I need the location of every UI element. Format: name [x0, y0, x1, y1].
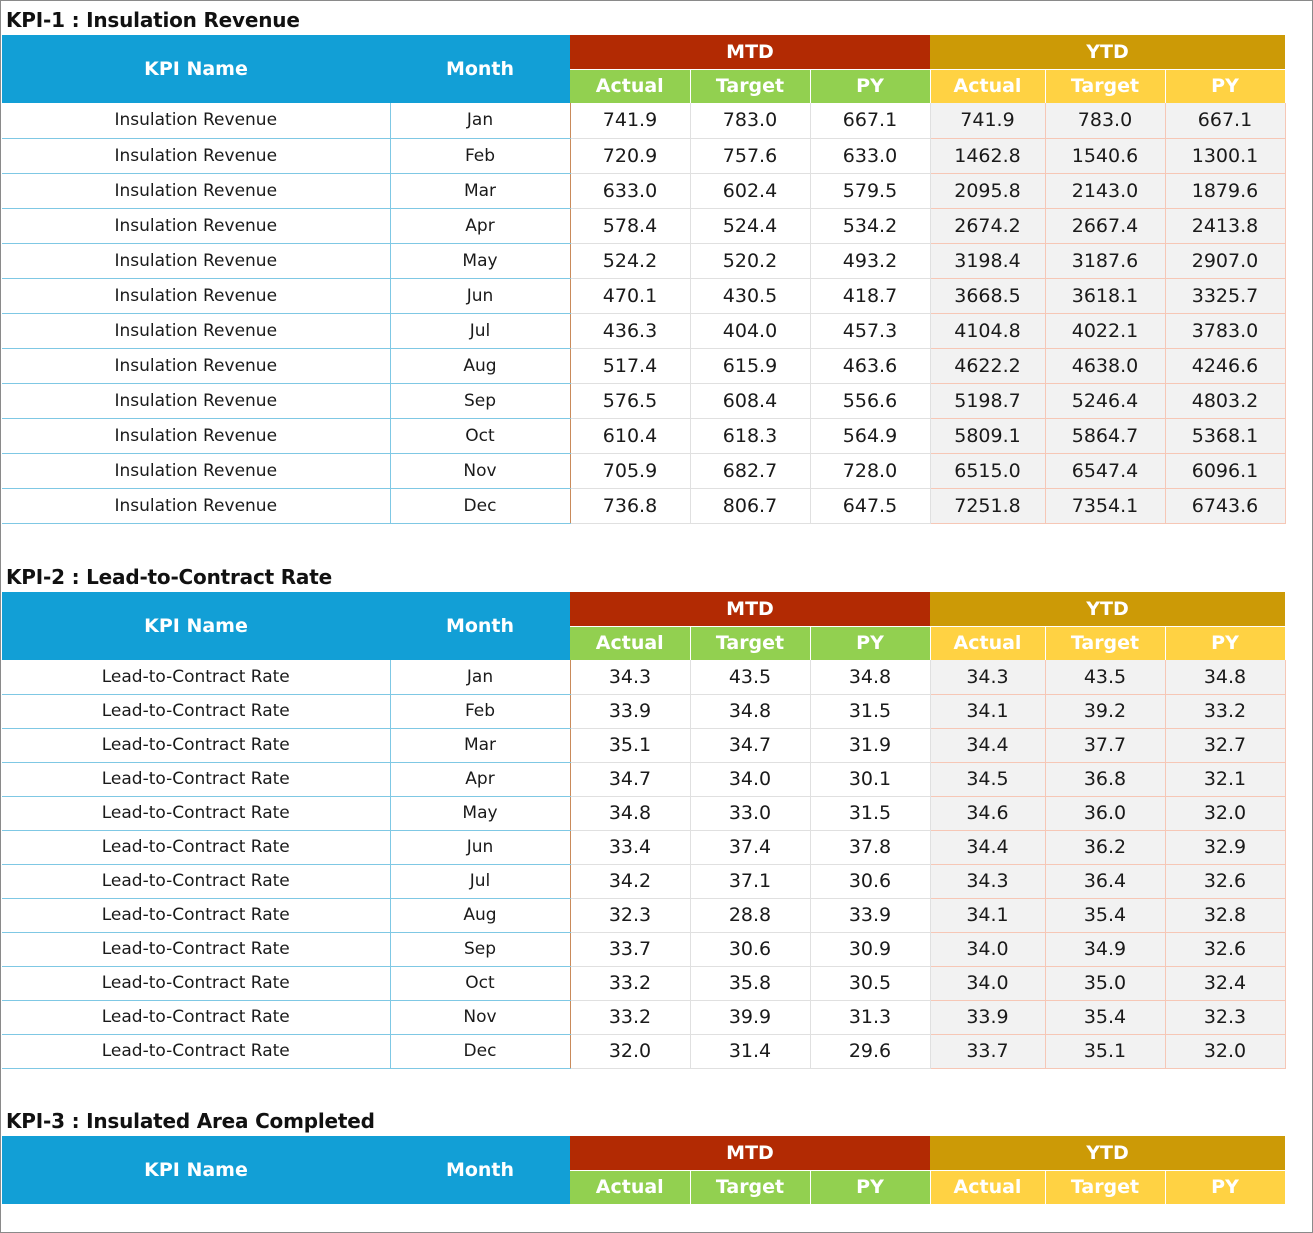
- mtd-py-cell: 37.8: [810, 830, 930, 864]
- ytd-target-cell: 783.0: [1045, 103, 1165, 138]
- mtd-py-cell: 728.0: [810, 453, 930, 488]
- month-cell: Sep: [390, 383, 570, 418]
- ytd-target-header: Target: [1045, 626, 1165, 660]
- mtd-py-cell: 457.3: [810, 313, 930, 348]
- kpi-name-cell: Insulation Revenue: [2, 243, 390, 278]
- ytd-target-cell: 36.8: [1045, 762, 1165, 796]
- ytd-py-cell: 6743.6: [1165, 488, 1285, 523]
- table-row: [2, 966, 1285, 1000]
- mtd-py-cell: 33.9: [810, 898, 930, 932]
- table-row: [2, 313, 1285, 348]
- month-cell: Aug: [390, 348, 570, 383]
- mtd-header: MTD: [570, 592, 930, 626]
- ytd-header: YTD: [930, 1136, 1285, 1170]
- mtd-actual-header: Actual: [570, 1170, 690, 1204]
- mtd-actual-cell: 32.0: [570, 1034, 690, 1068]
- kpi-name-cell: Lead-to-Contract Rate: [2, 762, 390, 796]
- month-cell: Jan: [390, 660, 570, 694]
- ytd-actual-cell: 3668.5: [930, 278, 1045, 313]
- kpi-name-header: KPI Name: [2, 1136, 390, 1204]
- kpi-name-cell: Insulation Revenue: [2, 383, 390, 418]
- kpi-name-cell: Insulation Revenue: [2, 488, 390, 523]
- ytd-actual-cell: 741.9: [930, 103, 1045, 138]
- ytd-py-cell: 4803.2: [1165, 383, 1285, 418]
- ytd-target-cell: 7354.1: [1045, 488, 1165, 523]
- table-row: [2, 864, 1285, 898]
- mtd-actual-cell: 33.2: [570, 966, 690, 1000]
- kpi-name-cell: Insulation Revenue: [2, 418, 390, 453]
- mtd-target-cell: 35.8: [690, 966, 810, 1000]
- ytd-actual-header: Actual: [930, 69, 1045, 103]
- ytd-actual-cell: 5198.7: [930, 383, 1045, 418]
- mtd-target-cell: 608.4: [690, 383, 810, 418]
- ytd-actual-cell: 33.9: [930, 1000, 1045, 1034]
- mtd-py-cell: 534.2: [810, 208, 930, 243]
- month-cell: Sep: [390, 932, 570, 966]
- ytd-target-cell: 5246.4: [1045, 383, 1165, 418]
- ytd-target-cell: 3187.6: [1045, 243, 1165, 278]
- table-row: [2, 694, 1285, 728]
- table-row: [2, 103, 1285, 138]
- table-row: [2, 173, 1285, 208]
- table-row: [2, 208, 1285, 243]
- ytd-actual-cell: 34.0: [930, 966, 1045, 1000]
- ytd-target-header: Target: [1045, 69, 1165, 103]
- month-cell: Apr: [390, 208, 570, 243]
- month-cell: May: [390, 243, 570, 278]
- ytd-target-cell: 35.0: [1045, 966, 1165, 1000]
- table-row: [2, 383, 1285, 418]
- ytd-py-cell: 32.0: [1165, 796, 1285, 830]
- ytd-actual-header: Actual: [930, 1170, 1045, 1204]
- kpi-name-cell: Insulation Revenue: [2, 103, 390, 138]
- table-row: [2, 278, 1285, 313]
- mtd-actual-cell: 470.1: [570, 278, 690, 313]
- header-row: [2, 35, 1285, 69]
- ytd-actual-cell: 34.3: [930, 660, 1045, 694]
- mtd-actual-header: Actual: [570, 626, 690, 660]
- kpi-title: KPI-3 : Insulated Area Completed: [6, 1109, 375, 1133]
- kpi-name-cell: Lead-to-Contract Rate: [2, 660, 390, 694]
- kpi-name-cell: Lead-to-Contract Rate: [2, 1034, 390, 1068]
- mtd-target-cell: 34.8: [690, 694, 810, 728]
- ytd-py-cell: 32.4: [1165, 966, 1285, 1000]
- table-row: [2, 830, 1285, 864]
- month-cell: Dec: [390, 1034, 570, 1068]
- ytd-py-cell: 32.0: [1165, 1034, 1285, 1068]
- ytd-actual-cell: 34.1: [930, 898, 1045, 932]
- ytd-actual-cell: 34.4: [930, 728, 1045, 762]
- table-row: [2, 762, 1285, 796]
- kpi-name-cell: Lead-to-Contract Rate: [2, 796, 390, 830]
- ytd-actual-cell: 3198.4: [930, 243, 1045, 278]
- mtd-py-cell: 34.8: [810, 660, 930, 694]
- ytd-target-cell: 3618.1: [1045, 278, 1165, 313]
- table-row: [2, 243, 1285, 278]
- ytd-target-cell: 2143.0: [1045, 173, 1165, 208]
- ytd-py-header: PY: [1165, 1170, 1285, 1204]
- ytd-py-cell: 32.9: [1165, 830, 1285, 864]
- month-cell: Oct: [390, 966, 570, 1000]
- table-row: [2, 453, 1285, 488]
- mtd-actual-cell: 33.7: [570, 932, 690, 966]
- mtd-target-cell: 757.6: [690, 138, 810, 173]
- mtd-target-cell: 31.4: [690, 1034, 810, 1068]
- kpi-name-cell: Insulation Revenue: [2, 278, 390, 313]
- table-row: [2, 660, 1285, 694]
- kpi-name-header: KPI Name: [2, 592, 390, 660]
- kpi-table: [2, 592, 1286, 1069]
- kpi-name-cell: Lead-to-Contract Rate: [2, 1000, 390, 1034]
- mtd-py-cell: 30.1: [810, 762, 930, 796]
- mtd-target-cell: 37.4: [690, 830, 810, 864]
- mtd-actual-cell: 32.3: [570, 898, 690, 932]
- ytd-py-cell: 32.6: [1165, 864, 1285, 898]
- ytd-py-header: PY: [1165, 626, 1285, 660]
- mtd-actual-cell: 33.2: [570, 1000, 690, 1034]
- month-cell: Mar: [390, 173, 570, 208]
- kpi-name-cell: Insulation Revenue: [2, 138, 390, 173]
- ytd-target-cell: 2667.4: [1045, 208, 1165, 243]
- kpi-name-header: KPI Name: [2, 35, 390, 103]
- ytd-actual-cell: 2674.2: [930, 208, 1045, 243]
- ytd-target-cell: 35.1: [1045, 1034, 1165, 1068]
- mtd-actual-cell: 524.2: [570, 243, 690, 278]
- mtd-target-cell: 404.0: [690, 313, 810, 348]
- ytd-actual-cell: 4622.2: [930, 348, 1045, 383]
- month-cell: Feb: [390, 694, 570, 728]
- month-header: Month: [390, 1136, 570, 1204]
- kpi-name-cell: Lead-to-Contract Rate: [2, 830, 390, 864]
- mtd-actual-cell: 517.4: [570, 348, 690, 383]
- mtd-target-cell: 783.0: [690, 103, 810, 138]
- ytd-py-cell: 4246.6: [1165, 348, 1285, 383]
- ytd-actual-cell: 33.7: [930, 1034, 1045, 1068]
- ytd-target-cell: 4022.1: [1045, 313, 1165, 348]
- mtd-target-cell: 806.7: [690, 488, 810, 523]
- month-cell: Aug: [390, 898, 570, 932]
- kpi-name-cell: Insulation Revenue: [2, 313, 390, 348]
- ytd-actual-cell: 6515.0: [930, 453, 1045, 488]
- ytd-py-cell: 5368.1: [1165, 418, 1285, 453]
- kpi-name-cell: Lead-to-Contract Rate: [2, 728, 390, 762]
- ytd-py-cell: 2413.8: [1165, 208, 1285, 243]
- ytd-py-cell: 1879.6: [1165, 173, 1285, 208]
- month-cell: Apr: [390, 762, 570, 796]
- month-cell: Oct: [390, 418, 570, 453]
- mtd-target-cell: 524.4: [690, 208, 810, 243]
- kpi-name-cell: Lead-to-Contract Rate: [2, 966, 390, 1000]
- ytd-target-cell: 5864.7: [1045, 418, 1165, 453]
- mtd-target-cell: 520.2: [690, 243, 810, 278]
- kpi-name-cell: Lead-to-Contract Rate: [2, 864, 390, 898]
- mtd-actual-cell: 436.3: [570, 313, 690, 348]
- mtd-actual-cell: 34.8: [570, 796, 690, 830]
- mtd-py-cell: 31.5: [810, 694, 930, 728]
- month-cell: Jul: [390, 864, 570, 898]
- ytd-py-cell: 32.7: [1165, 728, 1285, 762]
- table-row: [2, 138, 1285, 173]
- mtd-actual-cell: 33.4: [570, 830, 690, 864]
- kpi-title: KPI-1 : Insulation Revenue: [6, 8, 300, 32]
- kpi-name-cell: Insulation Revenue: [2, 453, 390, 488]
- ytd-py-cell: 1300.1: [1165, 138, 1285, 173]
- month-cell: Nov: [390, 453, 570, 488]
- mtd-py-cell: 556.6: [810, 383, 930, 418]
- month-cell: Dec: [390, 488, 570, 523]
- kpi-table: [2, 35, 1286, 524]
- ytd-target-cell: 34.9: [1045, 932, 1165, 966]
- ytd-py-cell: 32.1: [1165, 762, 1285, 796]
- mtd-target-header: Target: [690, 626, 810, 660]
- mtd-target-cell: 430.5: [690, 278, 810, 313]
- mtd-target-cell: 43.5: [690, 660, 810, 694]
- mtd-actual-cell: 633.0: [570, 173, 690, 208]
- mtd-header: MTD: [570, 1136, 930, 1170]
- table-row: [2, 796, 1285, 830]
- ytd-target-cell: 36.0: [1045, 796, 1165, 830]
- kpi-table: [2, 1136, 1286, 1204]
- mtd-target-cell: 37.1: [690, 864, 810, 898]
- table-row: [2, 418, 1285, 453]
- ytd-target-cell: 35.4: [1045, 898, 1165, 932]
- mtd-actual-header: Actual: [570, 69, 690, 103]
- ytd-py-cell: 667.1: [1165, 103, 1285, 138]
- kpi-name-cell: Insulation Revenue: [2, 173, 390, 208]
- month-cell: May: [390, 796, 570, 830]
- mtd-py-cell: 30.6: [810, 864, 930, 898]
- ytd-actual-cell: 7251.8: [930, 488, 1045, 523]
- ytd-target-cell: 43.5: [1045, 660, 1165, 694]
- table-row: [2, 488, 1285, 523]
- month-header: Month: [390, 35, 570, 103]
- ytd-py-cell: 34.8: [1165, 660, 1285, 694]
- ytd-header: YTD: [930, 592, 1285, 626]
- mtd-target-cell: 34.0: [690, 762, 810, 796]
- ytd-actual-cell: 2095.8: [930, 173, 1045, 208]
- mtd-target-header: Target: [690, 69, 810, 103]
- mtd-py-header: PY: [810, 69, 930, 103]
- mtd-actual-cell: 34.2: [570, 864, 690, 898]
- kpi-title: KPI-2 : Lead-to-Contract Rate: [6, 565, 332, 589]
- ytd-actual-header: Actual: [930, 626, 1045, 660]
- mtd-target-cell: 602.4: [690, 173, 810, 208]
- ytd-py-header: PY: [1165, 69, 1285, 103]
- mtd-target-cell: 618.3: [690, 418, 810, 453]
- mtd-py-cell: 564.9: [810, 418, 930, 453]
- month-cell: Jun: [390, 830, 570, 864]
- table-row: [2, 1034, 1285, 1068]
- mtd-target-cell: 615.9: [690, 348, 810, 383]
- header-row: [2, 592, 1285, 626]
- mtd-py-cell: 29.6: [810, 1034, 930, 1068]
- mtd-py-cell: 463.6: [810, 348, 930, 383]
- ytd-py-cell: 6096.1: [1165, 453, 1285, 488]
- mtd-py-cell: 633.0: [810, 138, 930, 173]
- mtd-actual-cell: 34.3: [570, 660, 690, 694]
- mtd-py-header: PY: [810, 626, 930, 660]
- mtd-actual-cell: 705.9: [570, 453, 690, 488]
- mtd-actual-cell: 34.7: [570, 762, 690, 796]
- month-cell: Nov: [390, 1000, 570, 1034]
- ytd-actual-cell: 34.0: [930, 932, 1045, 966]
- table-row: [2, 728, 1285, 762]
- month-cell: Jul: [390, 313, 570, 348]
- ytd-target-cell: 35.4: [1045, 1000, 1165, 1034]
- kpi-name-cell: Insulation Revenue: [2, 348, 390, 383]
- mtd-target-cell: 30.6: [690, 932, 810, 966]
- ytd-actual-cell: 34.5: [930, 762, 1045, 796]
- header-row: [2, 1136, 1285, 1170]
- ytd-py-cell: 2907.0: [1165, 243, 1285, 278]
- mtd-actual-cell: 576.5: [570, 383, 690, 418]
- mtd-target-cell: 39.9: [690, 1000, 810, 1034]
- kpi-name-cell: Insulation Revenue: [2, 208, 390, 243]
- mtd-py-cell: 493.2: [810, 243, 930, 278]
- table-row: [2, 932, 1285, 966]
- mtd-py-cell: 647.5: [810, 488, 930, 523]
- ytd-target-cell: 36.2: [1045, 830, 1165, 864]
- mtd-py-cell: 30.5: [810, 966, 930, 1000]
- ytd-py-cell: 32.8: [1165, 898, 1285, 932]
- mtd-py-cell: 579.5: [810, 173, 930, 208]
- month-cell: Feb: [390, 138, 570, 173]
- ytd-actual-cell: 4104.8: [930, 313, 1045, 348]
- ytd-actual-cell: 34.6: [930, 796, 1045, 830]
- mtd-actual-cell: 736.8: [570, 488, 690, 523]
- mtd-actual-cell: 741.9: [570, 103, 690, 138]
- month-cell: Jun: [390, 278, 570, 313]
- kpi-name-cell: Lead-to-Contract Rate: [2, 932, 390, 966]
- mtd-py-cell: 418.7: [810, 278, 930, 313]
- mtd-py-cell: 31.3: [810, 1000, 930, 1034]
- ytd-header: YTD: [930, 35, 1285, 69]
- ytd-py-cell: 32.6: [1165, 932, 1285, 966]
- ytd-py-cell: 33.2: [1165, 694, 1285, 728]
- mtd-actual-cell: 610.4: [570, 418, 690, 453]
- mtd-target-cell: 34.7: [690, 728, 810, 762]
- table-row: [2, 1000, 1285, 1034]
- ytd-target-cell: 36.4: [1045, 864, 1165, 898]
- table-row: [2, 348, 1285, 383]
- ytd-target-cell: 39.2: [1045, 694, 1165, 728]
- mtd-actual-cell: 720.9: [570, 138, 690, 173]
- ytd-target-cell: 37.7: [1045, 728, 1165, 762]
- month-cell: Mar: [390, 728, 570, 762]
- table-row: [2, 898, 1285, 932]
- mtd-actual-cell: 35.1: [570, 728, 690, 762]
- mtd-target-cell: 33.0: [690, 796, 810, 830]
- ytd-py-cell: 3783.0: [1165, 313, 1285, 348]
- month-cell: Jan: [390, 103, 570, 138]
- ytd-actual-cell: 34.1: [930, 694, 1045, 728]
- ytd-target-cell: 1540.6: [1045, 138, 1165, 173]
- mtd-py-cell: 30.9: [810, 932, 930, 966]
- month-header: Month: [390, 592, 570, 660]
- ytd-actual-cell: 34.3: [930, 864, 1045, 898]
- mtd-actual-cell: 578.4: [570, 208, 690, 243]
- mtd-py-cell: 667.1: [810, 103, 930, 138]
- kpi-name-cell: Lead-to-Contract Rate: [2, 694, 390, 728]
- ytd-py-cell: 3325.7: [1165, 278, 1285, 313]
- ytd-target-header: Target: [1045, 1170, 1165, 1204]
- ytd-target-cell: 4638.0: [1045, 348, 1165, 383]
- mtd-header: MTD: [570, 35, 930, 69]
- mtd-py-cell: 31.5: [810, 796, 930, 830]
- ytd-py-cell: 32.3: [1165, 1000, 1285, 1034]
- ytd-actual-cell: 34.4: [930, 830, 1045, 864]
- ytd-target-cell: 6547.4: [1045, 453, 1165, 488]
- mtd-target-cell: 682.7: [690, 453, 810, 488]
- mtd-py-cell: 31.9: [810, 728, 930, 762]
- ytd-actual-cell: 5809.1: [930, 418, 1045, 453]
- ytd-actual-cell: 1462.8: [930, 138, 1045, 173]
- mtd-actual-cell: 33.9: [570, 694, 690, 728]
- mtd-target-header: Target: [690, 1170, 810, 1204]
- mtd-target-cell: 28.8: [690, 898, 810, 932]
- kpi-name-cell: Lead-to-Contract Rate: [2, 898, 390, 932]
- mtd-py-header: PY: [810, 1170, 930, 1204]
